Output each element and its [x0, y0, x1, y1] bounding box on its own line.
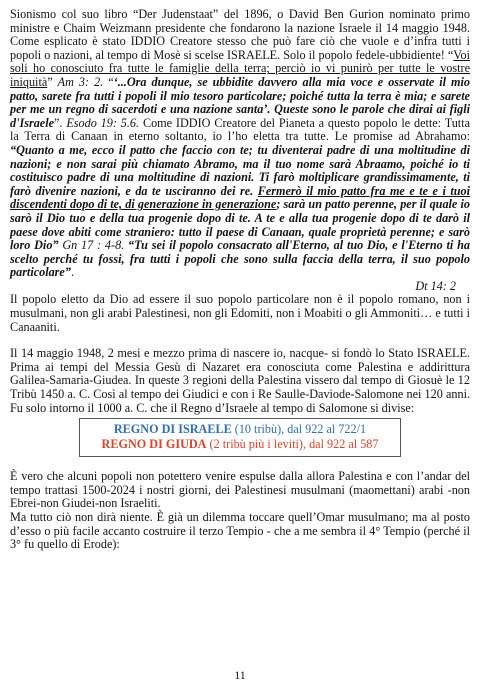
quote-genesis-end: ; sarà un patto perenne, per il quale io sarò il Dio tuo e della tua progenie dopo di te. A te e alla tua progenie dopo di te darò il paese dove abiti come straniero: tutto il paese di Canaan, quale proprietà perenne; e sarò loro Dio”	[10, 197, 470, 253]
text-run: .	[70, 265, 74, 280]
text-run: “	[103, 74, 114, 89]
paragraph-state-israel: Il 14 maggio 1948, 2 mesi e mezzo prima di nascere io, nacque- si fondò lo Stato ISRAELE. Prima ai tempi del Messia Gesù di Nazaret era conosciuta come Palestina e addirittura Galilea-Samaria-Giudea. In queste 3 regioni della Palestina vissero dal tempo di Giosuè le 12 Tribù 1450 a. C. Così al tempo dei Giudici e con i Re Saulle-Daviode-Salomone nei 120 anni. Fu solo intorno il 1000 a. C. che il Regno d’Israele al tempo di Salomone si divise:	[10, 346, 470, 415]
paragraph-intro	[10, 8, 470, 293]
text-run: Sionismo col suo libro “Der Judenstaat” del 1896, o David Ben Gurion nominato primo ministre e Chaim Weizmann presidente che fondarono la nazione Israele il 14 maggio 1948. Come esplicato è stato IDDIO Creatore stesso che può fare ciò che vuole e d’infra tutti i popoli o nazioni, al tempo di Mosè si scelse ISRAELE. Solo il popolo fedele-ubbidiente! “	[10, 7, 470, 62]
ref-amos: Am 3: 2.	[57, 74, 104, 89]
kingdom-israel	[80, 422, 400, 437]
quote-amos: Voi soli ho conosciuto fra tutte le famiglie della terra; perciò io vi punirò per tutte le vostre iniquità	[10, 47, 470, 89]
paragraph-temple: Ma tutto ciò non dirà niente. È già un dilemma toccare quell’Omar musulmano; ma al posto d’esso o più facile accanto costruire il terzo Tempio - che a me sembra il 4° Tempio (perché il 3° fu quello di Erode):	[10, 510, 470, 552]
paragraph-palestinians: È vero che alcuni popoli non potettero venire espulse dalla allora Palestina e con l’andar del tempo trattasi 1500-2024 i nostri giorni, dei Palestinesi musulmani (maomettani) arabi -non Ebrei-non Giudei-non Israeliti.	[10, 469, 470, 511]
text-run: Come IDDIO Creatore del Pianeta a questo popolo le dette: Tutta la Terra di Canaan in eterno soltanto, io l’ho eletta tra tutte. Le promise ad Abrahamo:	[10, 115, 470, 144]
kingdoms-box	[79, 418, 401, 457]
kingdom-juda-name: REGNO DI GIUDA	[101, 437, 207, 452]
kingdom-juda-detail: (2 tribù più i leviti), dal 922 al 587	[206, 437, 379, 452]
ref-genesis: Gn 17 : 4-8.	[58, 238, 129, 253]
text-run: ”.	[54, 115, 67, 130]
kingdom-juda	[80, 437, 400, 452]
kingdom-israel-detail: (10 tribù), dal 922 al 722/1	[231, 422, 367, 437]
quote-genesis-underlined: Fermerò il mio patto fra me e te e i tuoi discendenti dopo di te, di generazione in generazione	[10, 183, 470, 212]
paragraph-chosen-people: Il popolo eletto da Dio ad essere il suo popolo particolare non è il popolo romano, non i musulmani, non gli arabi Palestinesi, non gli Edomiti, non i Moabiti o gli Ammoniti… e tutti i Canaaniti.	[10, 292, 470, 334]
ref-deuteronomy: Dt 14: 2	[415, 278, 456, 293]
page-number: 11	[234, 668, 246, 682]
quote-deuteronomy: “Tu sei il popolo consacrato all'Eterno, al tuo Dio, e l'Eterno ti ha scelto perché tu fossi, fra tutti i popoli che sono sulla faccia della terra, il suo popolo particolare”	[10, 238, 470, 280]
ref-exodus: Esodo 19: 5.6.	[66, 115, 140, 130]
quote-exodus: ‘...Ora dunque, se ubbidite davvero alla mia voce e osservate il mio patto, sarete fra tutti i popoli il mio tesoro particolare; poiché tutta la terra è mia; e sarete per me un regno di sacerdoti e una nazione santa’. Queste sono le parole che dirai ai figli d'Israele	[10, 74, 470, 130]
kingdom-israel-name: REGNO DI ISRAELE	[113, 422, 232, 437]
text-run: ”	[47, 74, 58, 89]
page-body	[10, 8, 470, 552]
quote-genesis: “Quanto a me, ecco il patto che faccio con te; tu diventerai padre di una moltitudine di nazioni; e non sarai più chiamato Abramo, ma il tuo nome sarà Abraamo, poiché io ti costituisco padre di una moltitudine di nazioni. Ti farò moltiplicare grandissimamente, ti farò divenire nazioni, e da te usciranno dei re.	[10, 142, 470, 198]
